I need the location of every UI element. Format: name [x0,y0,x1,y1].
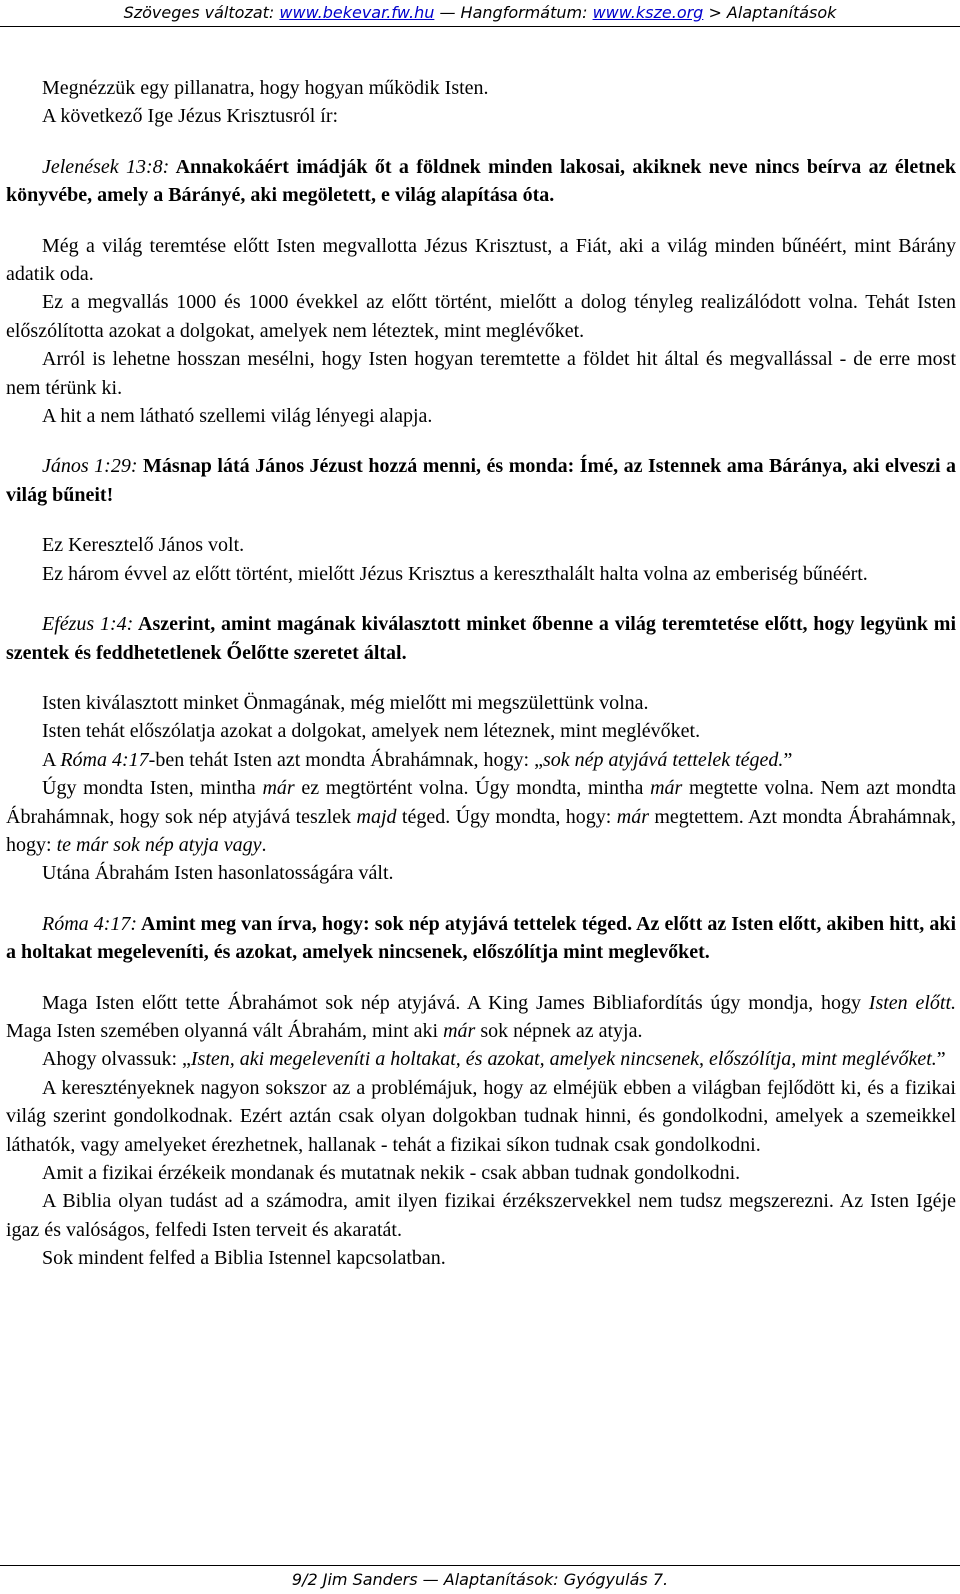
scripture-reference: Jelenések 13:8: [42,155,170,178]
scripture-reference: Róma 4:17: [42,912,138,935]
paragraph: Ez három évvel az előtt történt, mielőtt Jézus Krisztus a kereszthalált halta volna az emberiség bűnéért. [42,562,868,585]
paragraph: Ez Keresztelő János volt. [42,534,245,557]
paragraph: A keresztényeknek nagyon sokszor az a problémájuk, hogy az elméjük ebben a világban fejlődött ki, és a fizikai világ szerint gondolkodnak. Ezért aztán csak olyan dolgokban tudnak hinni, és gondolkodni, amelyek a szemeikkel láthatók, vagy amelyeket érezhetnek, hallanak - tehát a fizikai síkon tudnak csak gondolkodni. [6,1076,956,1156]
scripture-quote [6,910,956,967]
paragraph: Ez a megvallás 1000 és 1000 évekkel az előtt történt, mielőtt a dolog tényleg realizálódott volna. Tehát Isten előszólította azokat a dolgokat, amelyek nem léteztek, mint meglévőket. [6,291,956,342]
inline-quote: sok nép atyjává tettelek téged. [542,748,784,771]
paragraph: A Róma 4:17-ben tehát Isten azt mondta Ábrahámnak, hogy: „sok nép atyjává tettelek téged.” [42,748,793,771]
scripture-text: Annakokáért imádják őt a földnek minden lakosai, akiknek neve nincs beírva az életnek könyvébe, amely a Bárányé, aki megöletett, e világ alapítása óta. [6,155,957,207]
paragraph: Úgy mondta Isten, mintha már ez megtörtént volna. Úgy mondta, mintha már megtette volna. Nem azt mondta Ábrahámnak, hogy sok nép atyjává teszlek majd téged. Úgy mondta, hogy: már megtettem. Azt mondta Ábrahámnak, hogy: te már sok nép atyja vagy. [6,777,957,856]
paragraph: A Biblia olyan tudást ad a számodra, amit ilyen fizikai érzékszervekkel nem tudsz megszerezni. Az Isten Igéje igaz és valóságos, felfedi Isten terveit és akaratát. [6,1190,956,1241]
footer-text: 9/2 Jim Sanders — Alaptanítások: Gyógyulás 7. [291,1570,669,1589]
paragraph: Arról is lehetne hosszan mesélni, hogy Isten hogyan teremtette a földet hit által és megvallással - de erre most nem térünk ki. [6,348,956,399]
paragraph: A hit a nem látható szellemi világ lényegi alapja. [42,405,433,428]
document-body [6,74,956,1273]
paragraph: Ahogy olvassuk: „Isten, aki megeleveníti a holtakat, és azokat, amelyek nincsenek, előszólítja, mint meglévőket.” [42,1048,946,1071]
scripture-text: Aszerint, amint magának kiválasztott minket őbenne a világ teremtetése előtt, hogy legyünk mi szentek és feddhetetlenek Őelőtte szeretet által. [6,613,957,664]
inline-quote: Isten, aki megeleveníti a holtakat, és azokat, amelyek nincsenek, előszólítja, mint meglévőket. [190,1048,937,1071]
paragraph: Amit a fizikai érzékeik mondanak és mutatnak nekik - csak abban tudnak gondolkodni. [42,1162,741,1184]
scripture-quote [6,452,956,509]
page-header [0,0,960,27]
breadcrumb-tail: > Alaptanítások [708,3,837,22]
paragraph: Még a világ teremtése előtt Isten megvallotta Jézus Krisztust, a Fiát, aki a világ minden bűnéért, mint Bárány adatik oda. [6,234,956,286]
scripture-text: Amint meg van írva, hogy: sok nép atyjává tettelek téged. Az előtt az Isten előtt, akiben hitt, aki a holtakat megeleveníti, és azokat, amelyek nincsenek, előszólítja mint meglevőket. [6,912,957,964]
scripture-reference: János 1:29: [42,455,138,478]
scripture-text: Másnap látá János Jézust hozzá menni, és monda: Ímé, az Istennek ama Báránya, aki elveszi a világ bűneit! [6,455,957,506]
paragraph: Megnézzük egy pillanatra, hogy hogyan működik Isten. [42,77,489,99]
paragraph: A következő Ige Jézus Krisztusról ír: [42,105,339,128]
paragraph: Utána Ábrahám Isten hasonlatosságára vált. [42,862,394,885]
inline-reference: Róma 4:17 [60,748,149,771]
page-footer [0,1565,960,1594]
text-version-label: Szöveges változat: [123,3,275,22]
paragraph: Isten tehát előszólatja azokat a dolgokat, amelyek nem léteznek, mint meglévőket. [42,720,701,743]
paragraph: Isten kiválasztott minket Önmagának, még mielőtt mi megszülettünk volna. [42,691,649,714]
paragraph: Sok mindent felfed a Biblia Istennel kapcsolatban. [42,1247,446,1270]
scripture-quote [6,610,956,667]
paragraph: Maga Isten előtt tette Ábrahámot sok nép atyjává. A King James Bibliafordítás úgy mondja, hogy Isten előtt. Maga Isten szemében olyanná vált Ábrahám, mint aki már sok népnek az atyja. [6,991,956,1042]
bekevar-link[interactable]: www.bekevar.fw.hu [279,3,435,22]
audio-format-label: Hangformátum: [460,3,588,22]
ksze-link[interactable]: www.ksze.org [592,3,704,22]
scripture-reference: Efézus 1:4: [42,613,134,636]
header-separator: — [439,3,456,22]
scripture-quote [6,153,956,210]
